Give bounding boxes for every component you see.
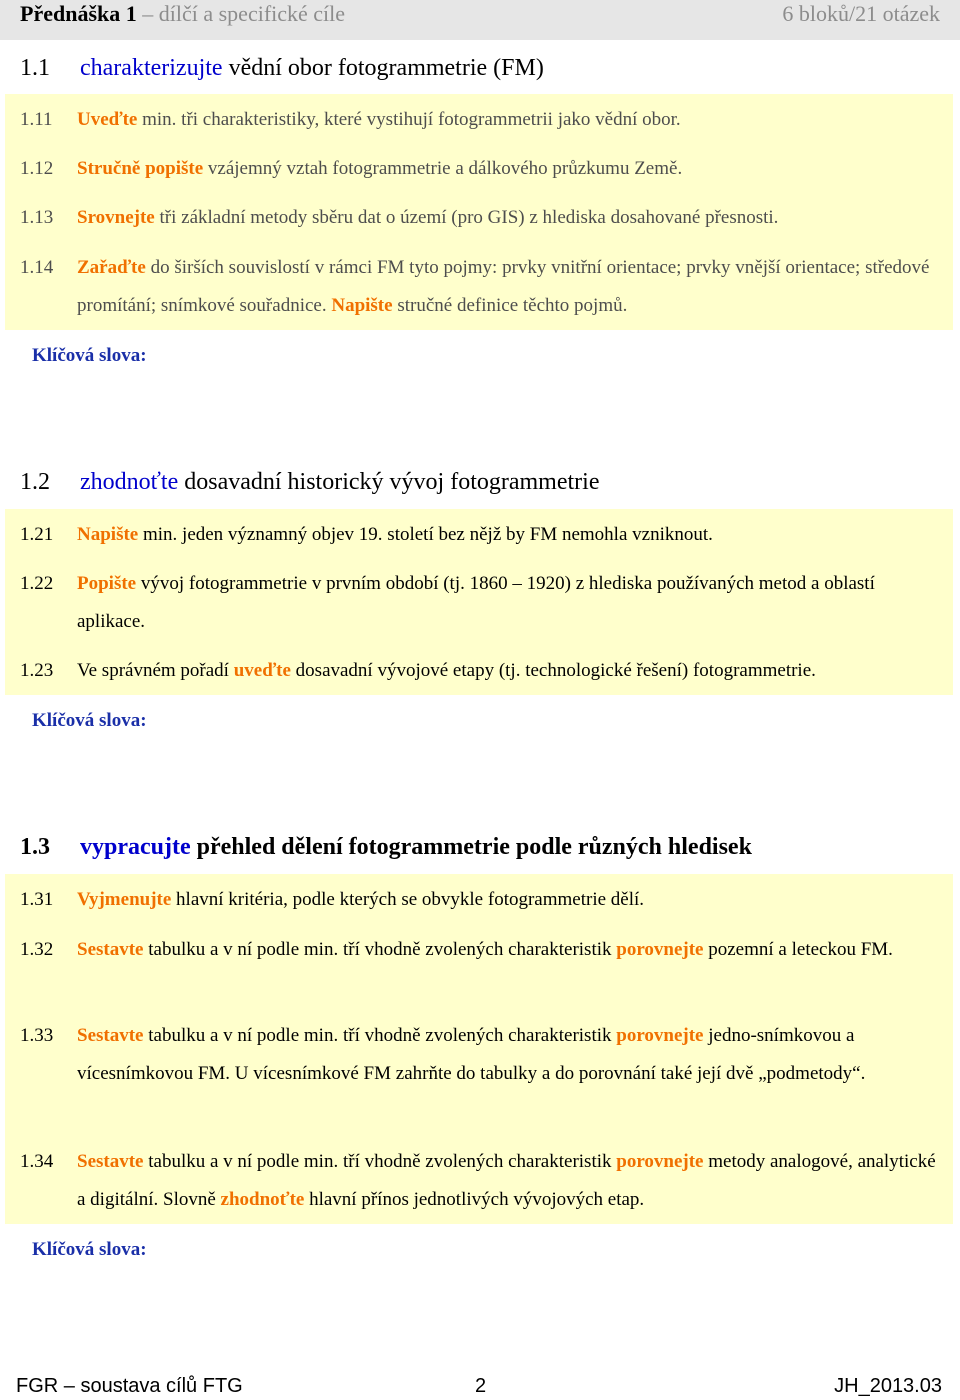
block-heading-1-1 [20, 53, 544, 83]
question-text: Ve správném pořadí [77, 660, 229, 681]
question-text: hlavní kritéria, podle kterých se obvykle fotogrammetrie dělí. [176, 889, 645, 910]
question-number: 1.14 [20, 257, 54, 278]
question-1-33 [20, 1017, 945, 1093]
question-verb: porovnejte [616, 1151, 704, 1172]
question-number: 1.22 [20, 573, 54, 594]
question-verb: Stručně popište [77, 158, 204, 179]
question-1-34 [20, 1143, 945, 1219]
question-text: tabulku a v ní podle min. tří vhodně zvolených charakteristik [148, 1151, 612, 1172]
question-text: tabulku a v ní podle min. tří vhodně zvolených charakteristik [148, 939, 612, 960]
keywords-label: Klíčová slova: [32, 345, 147, 366]
block-title: dosavadní historický vývoj fotogrammetrie [184, 469, 600, 495]
question-verb: zhodnoťte [220, 1189, 305, 1210]
question-1-12 [20, 150, 945, 188]
question-number: 1.31 [20, 889, 54, 910]
keywords-label: Klíčová slova: [32, 1239, 147, 1260]
question-text: vývoj fotogrammetrie v prvním období (tj. 1860 – 1920) z hlediska používaných metod a oblastí aplikace. [77, 573, 875, 632]
question-number: 1.12 [20, 158, 54, 179]
lecture-subtitle: dílčí a specifické cíle [158, 1, 346, 26]
keywords-label: Klíčová slova: [32, 710, 147, 731]
block-heading-1-2 [20, 467, 599, 497]
question-1-22 [20, 565, 945, 641]
question-text: do širších souvislostí v rámci FM tyto pojmy: prvky vnitřní orientace; prvky vnější orientace; středové promítání; snímkové souřadnice. [77, 257, 930, 316]
question-number: 1.13 [20, 207, 54, 228]
lecture-title [20, 0, 345, 28]
block-title: vědní obor fotogrammetrie (FM) [228, 55, 544, 81]
question-text: vzájemný vztah fotogrammetrie a dálkového průzkumu Země. [207, 158, 683, 179]
question-verb: Napište [331, 295, 393, 316]
lecture-dash: – [142, 1, 159, 26]
block-verb: vypracujte [80, 834, 191, 860]
question-verb: Sestavte [77, 1025, 144, 1046]
question-number: 1.34 [20, 1151, 54, 1172]
question-text: min. jeden významný objev 19. století bez nějž by FM nemohla vzniknout. [142, 524, 713, 545]
question-verb: Zařaďte [77, 257, 146, 278]
question-text: stručné definice těchto pojmů. [397, 295, 628, 316]
question-1-14 [20, 249, 945, 325]
block-heading-1-3 [20, 832, 752, 862]
question-verb: Uveďte [77, 109, 138, 130]
block-number: 1.2 [20, 469, 50, 495]
page-footer [0, 1372, 960, 1400]
block-verb: charakterizujte [80, 55, 223, 81]
question-text: hlavní přínos jednotlivých vývojových etap. [309, 1189, 645, 1210]
question-verb: Napište [77, 524, 139, 545]
question-number: 1.11 [20, 109, 53, 130]
question-1-23 [20, 652, 945, 690]
footer-title: FGR – soustava cílů FTG [16, 1375, 243, 1397]
block-question-count: 6 bloků/21 otázek [782, 1, 940, 26]
question-text: pozemní a leteckou FM. [708, 939, 893, 960]
block-number: 1.1 [20, 55, 50, 81]
question-text: min. tři charakteristiky, které vystihují fotogrammetrii jako vědní obor. [142, 109, 681, 130]
question-number: 1.21 [20, 524, 54, 545]
lecture-number: Přednáška 1 [20, 1, 137, 26]
question-verb: Sestavte [77, 939, 144, 960]
question-1-21 [20, 516, 945, 554]
question-1-31 [20, 881, 945, 919]
question-text: tři základní metody sběru dat o území (pro GIS) z hlediska dosahované přesnosti. [159, 207, 779, 228]
question-text: jedno-snímkovou a vícesnímkovou FM. U vícesnímkové FM zahrňte do tabulky a do porovnání také její dvě „podmetody“. [77, 1025, 866, 1084]
footer-version: JH_2013.03 [834, 1375, 942, 1397]
page-number: 2 [475, 1375, 487, 1397]
question-text: metody analogové, analytické a digitální. Slovně [77, 1151, 936, 1210]
question-number: 1.33 [20, 1025, 54, 1046]
question-1-32 [20, 931, 945, 969]
question-verb: Vyjmenujte [77, 889, 172, 910]
block-verb: zhodnoťte [80, 469, 179, 495]
question-number: 1.32 [20, 939, 54, 960]
question-verb: Srovnejte [77, 207, 155, 228]
question-verb: porovnejte [616, 1025, 704, 1046]
question-text: tabulku a v ní podle min. tří vhodně zvolených charakteristik [148, 1025, 612, 1046]
page-header [0, 0, 960, 40]
question-verb: Popište [77, 573, 137, 594]
question-verb: uveďte [233, 660, 291, 681]
question-text: dosavadní vývojové etapy (tj. technologické řešení) fotogrammetrie. [295, 660, 816, 681]
question-number: 1.23 [20, 660, 54, 681]
block-title: přehled dělení fotogrammetrie podle různých hledisek [196, 834, 752, 860]
question-verb: Sestavte [77, 1151, 144, 1172]
question-verb: porovnejte [616, 939, 704, 960]
block-number: 1.3 [20, 834, 50, 860]
question-1-11 [20, 101, 945, 139]
question-1-13 [20, 199, 945, 237]
